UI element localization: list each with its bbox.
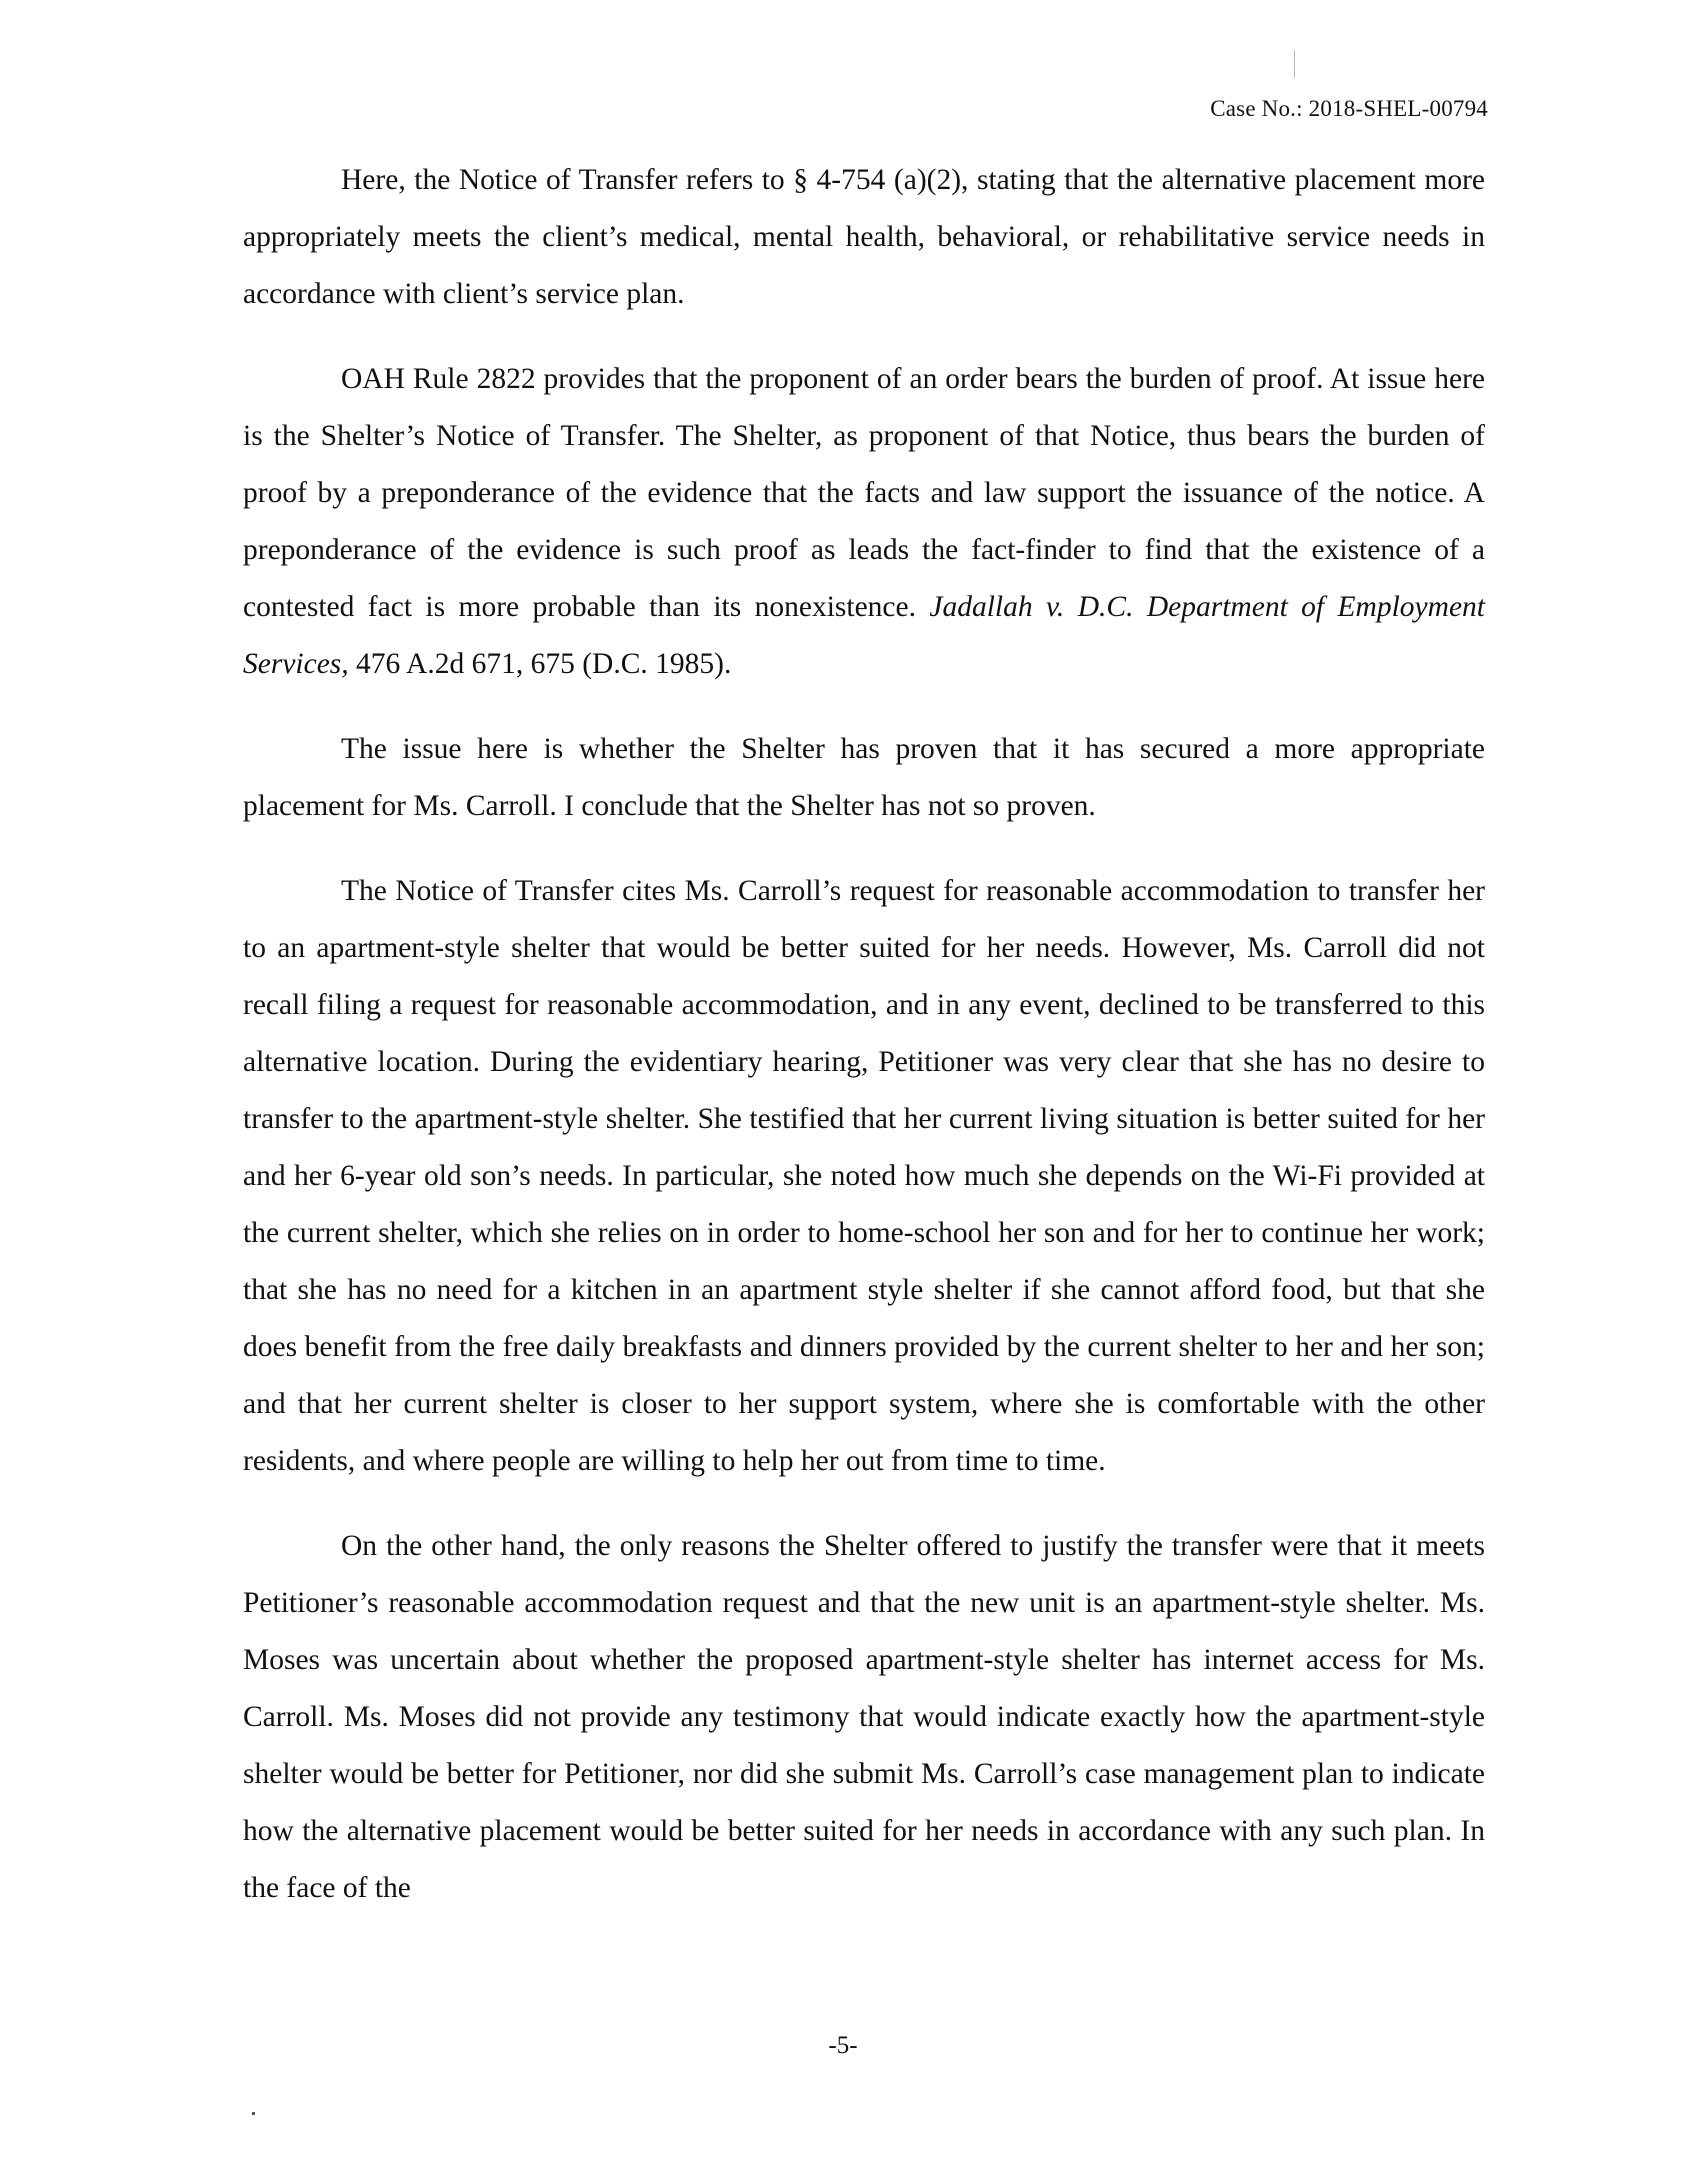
paragraph-issue: The issue here is whether the Shelter has proven that it has secured a more appropriate placement for Ms. Carroll. I conclude that the Shelter has not so proven. (243, 733, 1485, 822)
paragraph-burden-of-proof (243, 351, 1485, 693)
paragraph-petitioner-testimony: The Notice of Transfer cites Ms. Carroll’s request for reasonable accommodation to transfer her to an apartment-style shelter that would be better suited for her needs. However, Ms. Carroll did not recall filing a request for reasonable accommodation, and in any event, declined to be transferred to this alternative location. During the evidentiary hearing, Petitioner was very clear that she has no desire to transfer to the apartment-style shelter. She testified that her current living situation is better suited for her and her 6-year old son’s needs. In particular, she noted how much she depends on the Wi-Fi provided at the current shelter, which she relies on in order to home-school her son and for her to continue her work; that she has no need for a kitchen in an apartment style shelter if she cannot afford food, but that she does benefit from the free daily breakfasts and dinners provided by the current shelter to her and her son; and that her current shelter is closer to her support system, where she is comfortable with the other residents, and where people are willing to help her out from time to time. (243, 875, 1485, 1477)
case-citation-reporter: 476 A.2d 671, 675 (D.C. 1985). (356, 648, 732, 680)
paragraph-notice-of-transfer: Here, the Notice of Transfer refers to § 4-754 (a)(2), stating that the alternative placement more appropriately meets the client’s medical, mental health, behavioral, or rehabilitative service needs in accordance with client’s service plan. (243, 164, 1485, 310)
paragraph-shelter-reasons: On the other hand, the only reasons the Shelter offered to justify the transfer were that it meets Petitioner’s reasonable accommodation request and that the new unit is an apartment-style shelter. Ms. Moses was uncertain about whether the proposed apartment-style shelter has internet access for Ms. Carroll. Ms. Moses did not provide any testimony that would indicate exactly how the apartment-style shelter would be better for Petitioner, nor did she submit Ms. Carroll’s case management plan to indicate how the alternative placement would be better suited for her needs in accordance with any such plan. In the face of the (243, 1530, 1485, 1904)
case-number-header: Case No.: 2018-SHEL-00794 (1210, 96, 1488, 121)
paragraph-burden-of-proof-text: OAH Rule 2822 provides that the proponent of an order bears the burden of proof. At issue here is the Shelter’s Notice of Transfer. The Shelter, as proponent of that Notice, thus bears the burden of proof by a preponderance of the evidence that the facts and law support the issuance of the notice. A preponderance of the evidence is such proof as leads the fact-finder to find that the existence of a contested fact is more probable than its nonexistence. (243, 363, 1485, 623)
document-body (243, 152, 1485, 1945)
scan-line-artifact (1294, 50, 1295, 78)
scan-speck (252, 2112, 255, 2115)
case-citation: Jadallah v. D.C. Department of Employment Services, (243, 591, 1485, 680)
page-number: -5- (828, 2032, 858, 2059)
